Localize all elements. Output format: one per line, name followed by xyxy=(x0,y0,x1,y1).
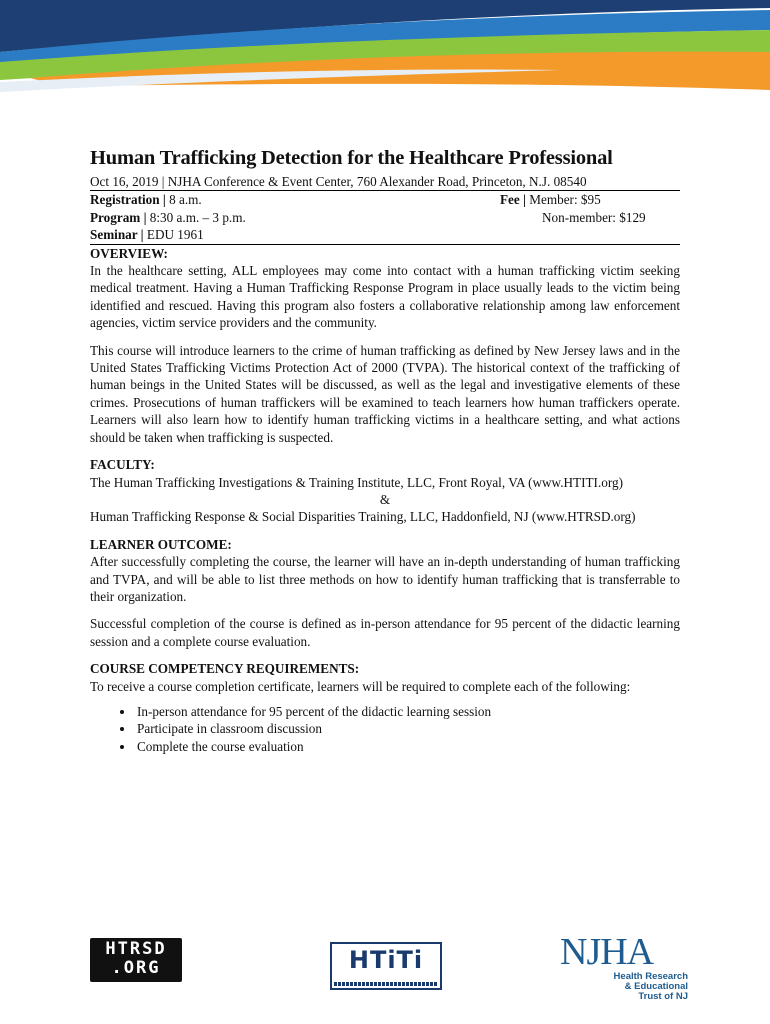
learner-outcome-paragraph-1: After successfully completing the course, the learner will have an in-depth understanding of human trafficking and TVPA, and will be able to list three methods on how to identify human trafficking that is transferrable to their organization. xyxy=(90,554,680,604)
seminar-label: Seminar | xyxy=(90,227,144,243)
program-label: Program | xyxy=(90,209,147,225)
list-item: • Participate in classroom discussion xyxy=(135,720,680,737)
document-body xyxy=(90,145,680,755)
fee-nonmember: Non-member: $129 xyxy=(542,209,646,225)
fee-label: Fee | xyxy=(500,192,526,208)
registration-label: Registration | xyxy=(90,192,166,208)
njha-logo-subtitle: Health Research & Educational Trust of NJ xyxy=(613,971,688,1002)
overview-paragraph-1: In the healthcare setting, ALL employees may come into contact with a human trafficking victim seeking medical treatment. Having a Human Trafficking Response Program in place usually leads to the victim being identified and rescued. Having this program also fosters a collaborative relationship among law enforcement agencies, victim service providers and the community. xyxy=(90,263,680,331)
seminar-row xyxy=(90,226,680,244)
list-item: • Complete the course evaluation xyxy=(135,738,680,755)
competency-heading: COURSE COMPETENCY REQUIREMENTS: xyxy=(90,661,360,677)
registration-row xyxy=(90,191,680,208)
learner-outcome-paragraph-2: Successful completion of the course is defined as in-person attendance for 95 percent of the didactic learning session and a complete course evaluation. xyxy=(90,616,680,649)
program-info xyxy=(90,209,246,226)
event-date-venue: Oct 16, 2019 | NJHA Conference & Event Center, 760 Alexander Road, Princeton, N.J. 08540 xyxy=(90,173,680,191)
njha-logo-text: NJHA xyxy=(560,931,654,973)
htiti-logo xyxy=(330,942,442,990)
htiti-logo-text: HTiTi xyxy=(348,946,424,974)
faculty-ampersand: & xyxy=(379,491,391,507)
htrsd-logo-line-1: HTRSD xyxy=(105,939,167,959)
njha-logo xyxy=(560,930,690,1002)
header-banner xyxy=(0,0,770,100)
htrsd-logo-line-2: .ORG xyxy=(111,958,161,978)
htiti-logo-strip xyxy=(334,982,438,986)
registration-value: 8 a.m. xyxy=(165,192,202,208)
list-item: • In-person attendance for 95 percent of the didactic learning session xyxy=(135,703,680,720)
program-row xyxy=(90,209,680,226)
fee-info xyxy=(500,191,680,208)
learner-outcome-heading: LEARNER OUTCOME: xyxy=(90,536,232,552)
fee-member: Member: $95 xyxy=(525,192,601,208)
faculty-line-2: Human Trafficking Response & Social Disparities Training, LLC, Haddonfield, NJ (www.HTRSD.org) xyxy=(90,509,636,525)
program-value: 8:30 a.m. – 3 p.m. xyxy=(146,209,246,225)
registration-info xyxy=(90,191,202,208)
competency-list xyxy=(90,703,680,755)
faculty-line-1: The Human Trafficking Investigations & Training Institute, LLC, Front Royal, VA (www.HTITI.org) xyxy=(90,474,623,490)
overview-paragraph-2: This course will introduce learners to the crime of human trafficking as defined by New Jersey laws and in the United States Trafficking Victims Protection Act of 2000 (TVPA). The historical context of the trafficking of human beings in the United States will be discussed, as well as the legal and investigative elements of these crimes. Prosecutions of human traffickers will be examined to teach learners how human traffickers operate. Learners will also learn how to identify human trafficking victims in a healthcare setting, and what actions should be taken when trafficking is suspected. xyxy=(90,342,680,445)
overview-heading: OVERVIEW: xyxy=(90,245,168,261)
footer-logos xyxy=(0,930,770,1020)
faculty-heading: FACULTY: xyxy=(90,457,155,473)
htrsd-logo xyxy=(90,938,182,982)
competency-intro: To receive a course completion certificate, learners will be required to complete each of the following: xyxy=(90,678,631,694)
page-title: Human Trafficking Detection for the Healthcare Professional xyxy=(90,147,613,169)
seminar-value: EDU 1961 xyxy=(143,227,204,243)
